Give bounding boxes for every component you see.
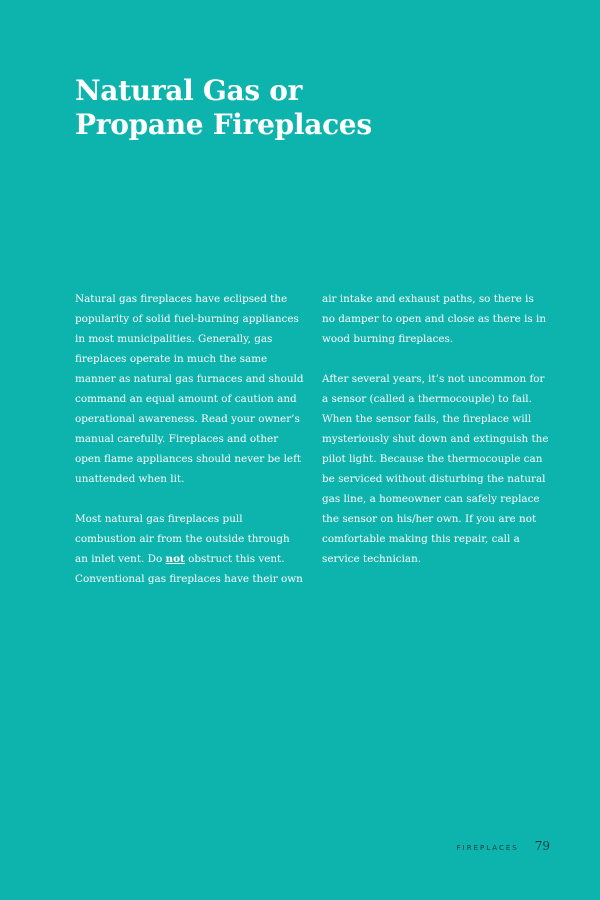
text-line: open flame appliances should never be left	[75, 453, 302, 465]
text-line: manual carefully. Fireplaces and other	[75, 433, 279, 445]
text-line: in most municipalities. Generally, gas	[75, 333, 273, 345]
text-line-with-emphasis	[75, 549, 307, 569]
paragraph-combustion-air	[75, 509, 307, 589]
text-line: gas line, a homeowner can safely replace	[322, 493, 540, 505]
page-title-line-2: Propane Fireplaces	[75, 108, 372, 141]
text-line: service technician.	[322, 553, 422, 565]
text-line: command an equal amount of caution and	[75, 393, 297, 405]
text-line: Conventional gas fireplaces have their own	[75, 573, 303, 585]
text-line: mysteriously shut down and extinguish the	[322, 433, 549, 445]
text-line: Most natural gas fireplaces pull	[75, 513, 243, 525]
text-line: wood burning fireplaces.	[322, 333, 454, 345]
text-line: a sensor (called a thermocouple) to fail.	[322, 393, 532, 405]
page-title	[75, 74, 535, 142]
text-line: unattended when lit.	[75, 473, 185, 485]
text-line: be serviced without disturbing the natural	[322, 473, 546, 485]
paragraph-intro	[75, 289, 307, 489]
page-footer	[457, 839, 550, 853]
text-line: the sensor on his/her own. If you are not	[322, 513, 537, 525]
text-fragment: obstruct this vent.	[184, 553, 285, 565]
text-line: manner as natural gas furnaces and should	[75, 373, 304, 385]
text-line: pilot light. Because the thermocouple can	[322, 453, 543, 465]
text-line: Natural gas fireplaces have eclipsed the	[75, 293, 288, 305]
paragraph-intake-exhaust	[322, 289, 554, 349]
section-label: FIREPLACES	[456, 844, 519, 852]
text-line: no damper to open and close as there is in	[322, 313, 547, 325]
text-line: comfortable making this repair, call a	[322, 533, 520, 545]
text-line: air intake and exhaust paths, so there is	[322, 293, 534, 305]
page-number: 79	[534, 839, 550, 853]
text-line: operational awareness. Read your owner’s	[75, 413, 300, 425]
paragraph-thermocouple	[322, 369, 554, 569]
text-line: When the sensor fails, the fireplace will	[322, 413, 532, 425]
text-fragment: an inlet vent. Do	[75, 553, 166, 565]
text-line: popularity of solid fuel-burning appliances	[75, 313, 299, 325]
text-line: fireplaces operate in much the same	[75, 353, 268, 365]
right-column	[322, 289, 554, 589]
text-line: After several years, it’s not uncommon for	[322, 373, 545, 385]
text-line: combustion air from the outside through	[75, 533, 290, 545]
page-title-line-1: Natural Gas or	[75, 74, 303, 107]
left-column	[75, 289, 307, 609]
emphasis-not: not	[165, 553, 185, 565]
